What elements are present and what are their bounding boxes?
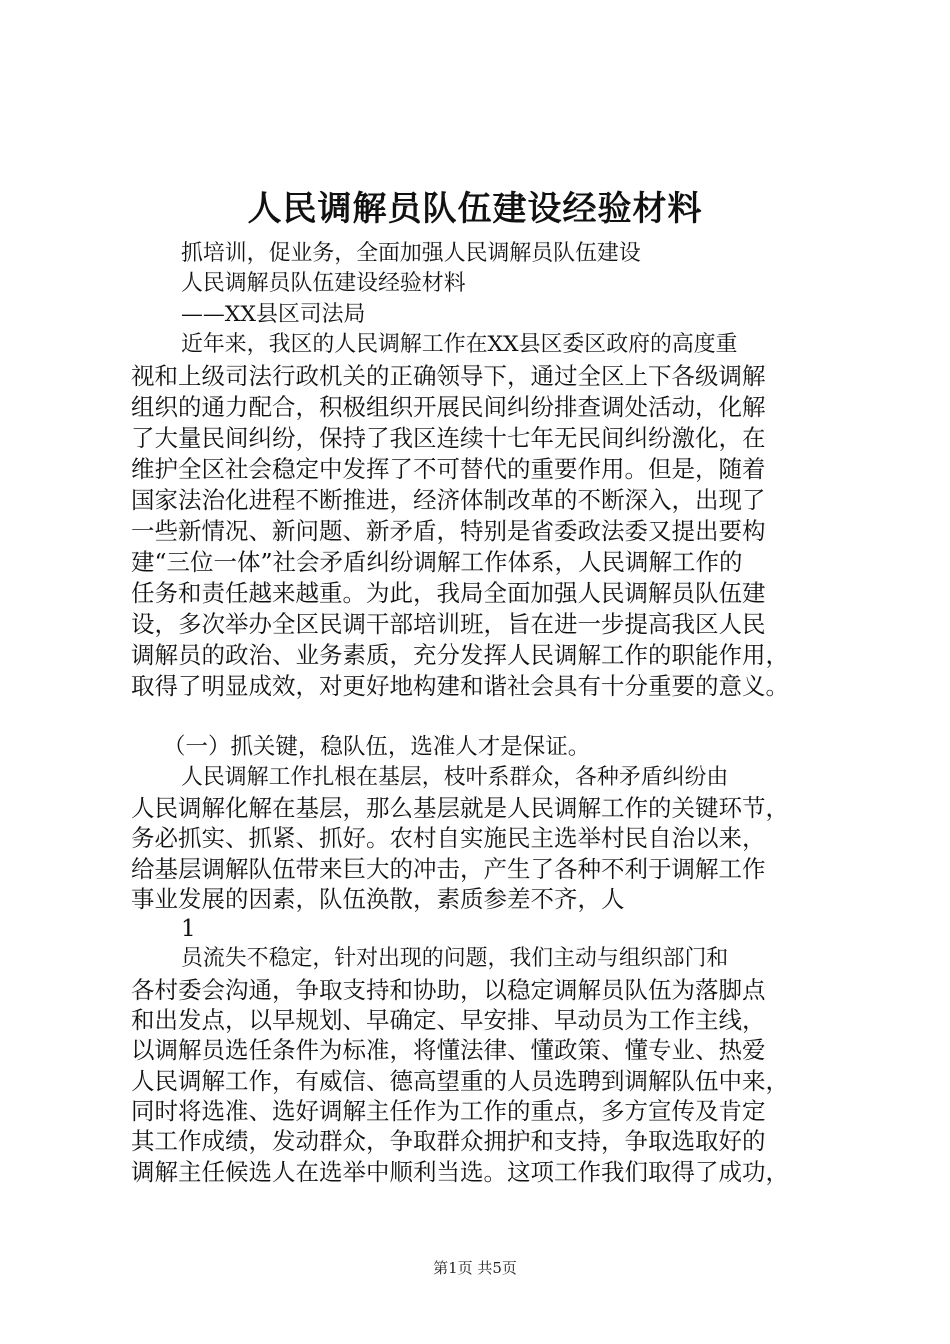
- text-line: 以调解员选任条件为标准，将懂法律、懂政策、懂专业、热爱: [131, 1036, 766, 1064]
- text-line: 近年来，我区的人民调解工作在XX县区委区政府的高度重: [181, 332, 738, 357]
- text-line: 各村委会沟通，争取支持和协助，以稳定调解员队伍为落脚点: [131, 976, 766, 1004]
- text-line: 员流失不稳定，针对出现的问题，我们主动与组织部门和: [181, 946, 729, 971]
- text-line: 维护全区社会稳定中发挥了不可替代的重要作用。但是，随着: [131, 455, 766, 483]
- text-line: 视和上级司法行政机关的正确领导下，通过全区上下各级调解: [131, 362, 766, 390]
- text-line: 调解主任候选人在选举中顺利当选。这项工作我们取得了成功，: [131, 1158, 789, 1186]
- document-title: 人民调解员队伍建设经验材料: [247, 189, 703, 229]
- text-line: 调解员的政治、业务素质，充分发挥人民调解工作的职能作用，: [131, 641, 789, 669]
- text-line: 事业发展的因素，队伍涣散，素质参差不齐，人: [131, 885, 625, 913]
- text-line: 同时将选准、选好调解主任作为工作的重点，多方宣传及肯定: [131, 1097, 766, 1125]
- text-line: 国家法治化进程不断推进，经济体制改革的不断深入，出现了: [131, 486, 766, 514]
- text-line: 和出发点，以早规划、早确定、早安排、早动员为工作主线，: [131, 1006, 766, 1034]
- text-line: 一些新情况、新问题、新矛盾，特别是省委政法委又提出要构: [131, 517, 766, 545]
- text-line: 建“三位一体”社会矛盾纠纷调解工作体系，人民调解工作的: [131, 548, 743, 576]
- section-heading: （一）抓关键，稳队伍，选准人才是保证。: [163, 734, 591, 760]
- text-line: 任务和责任越来越重。为此，我局全面加强人民调解员队伍建: [131, 579, 766, 607]
- text-line: 其工作成绩，发动群众，争取群众拥护和支持，争取选取好的: [131, 1127, 766, 1155]
- text-line: 人民调解工作，有威信、德高望重的人员选聘到调解队伍中来，: [131, 1067, 789, 1095]
- inline-page-number: 1: [181, 916, 196, 942]
- text-line: 人民调解化解在基层，那么基层就是人民调解工作的关键环节，: [131, 794, 789, 822]
- text-line: 组织的通力配合，积极组织开展民间纠纷排查调处活动，化解: [131, 393, 766, 421]
- subtitle-line: 抓培训，促业务，全面加强人民调解员队伍建设: [181, 241, 641, 266]
- author-line: ——XX县区司法局: [181, 302, 366, 327]
- text-line: 务必抓实、抓紧、抓好。农村自实施民主选举村民自治以来，: [131, 824, 766, 852]
- text-line: 设，多次举办全区民调干部培训班，旨在进一步提高我区人民: [131, 610, 766, 638]
- text-line: 了大量民间纠纷，保持了我区连续十七年无民间纠纷激化，在: [131, 424, 766, 452]
- subtitle-line: 人民调解员队伍建设经验材料: [181, 271, 466, 296]
- text-line: 给基层调解队伍带来巨大的冲击，产生了各种不利于调解工作: [131, 855, 766, 883]
- text-line: 人民调解工作扎根在基层，枝叶系群众，各种矛盾纠纷由: [181, 765, 729, 790]
- page-footer: 第1页 共5页: [433, 1259, 517, 1277]
- text-line: 取得了明显成效，对更好地构建和谐社会具有十分重要的意义。: [131, 672, 789, 700]
